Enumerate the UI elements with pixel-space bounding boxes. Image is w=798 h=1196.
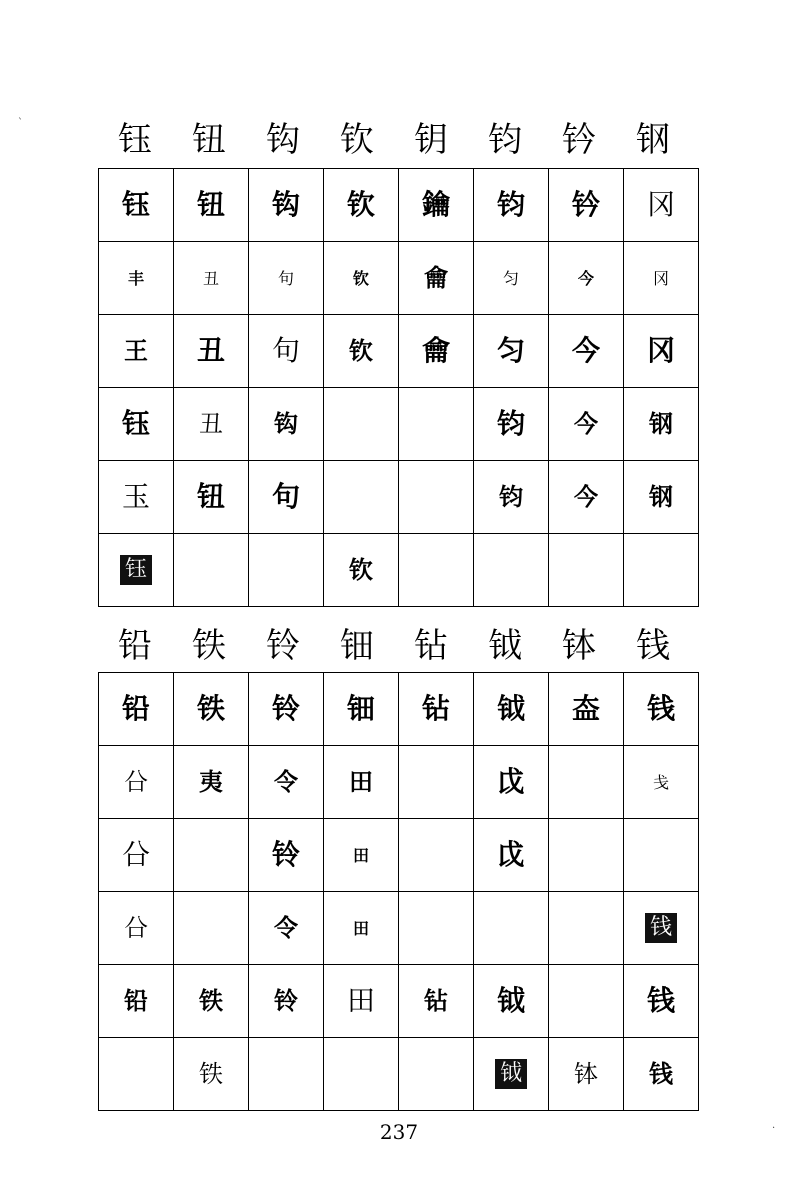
- glyph: 钮: [196, 480, 225, 513]
- glyph: 匀: [496, 334, 525, 367]
- glyph-cell: [624, 819, 699, 892]
- table-row: [99, 892, 699, 965]
- glyph: 钢: [649, 410, 673, 438]
- table-row: [99, 965, 699, 1038]
- seal-glyph: 钺: [495, 1059, 527, 1089]
- glyph: 铁: [199, 1060, 223, 1088]
- column-header: 钤: [562, 120, 596, 160]
- glyph-cell: [549, 673, 624, 746]
- glyph-cell: [324, 1038, 399, 1111]
- glyph-cell: [249, 673, 324, 746]
- glyph: 匀: [502, 268, 519, 288]
- glyph-cell: [549, 534, 624, 607]
- column-header: 钱: [636, 626, 670, 666]
- glyph-cell: [399, 242, 474, 315]
- glyph: 钱: [646, 692, 675, 725]
- glyph-cell: [549, 242, 624, 315]
- glyph-cell: [249, 965, 324, 1038]
- glyph: 戉: [496, 765, 525, 798]
- glyph: 盇: [571, 692, 600, 725]
- glyph-cell: [324, 819, 399, 892]
- glyph-cell: [474, 534, 549, 607]
- glyph-cell: [324, 169, 399, 242]
- glyph-cell: [249, 892, 324, 965]
- column-header: 钺: [488, 626, 522, 666]
- glyph-cell: [249, 1038, 324, 1111]
- glyph: 鑰: [421, 188, 450, 221]
- glyph-cell: [174, 673, 249, 746]
- glyph-cell: [99, 673, 174, 746]
- column-header: 钩: [266, 120, 300, 160]
- glyph: 句: [277, 268, 294, 288]
- glyph-cell: [474, 819, 549, 892]
- glyph-cell: [99, 534, 174, 607]
- glyph: 铃: [274, 987, 298, 1015]
- glyph-cell: [474, 892, 549, 965]
- glyph: 钮: [196, 188, 225, 221]
- glyph: 钧: [496, 188, 525, 221]
- glyph: 钦: [352, 268, 369, 288]
- glyph: 冈: [646, 188, 675, 221]
- glyph-cell: [249, 461, 324, 534]
- glyph-cell: [99, 1038, 174, 1111]
- glyph-cell: [324, 242, 399, 315]
- glyph-cell: [99, 965, 174, 1038]
- glyph: 㕣: [121, 838, 150, 871]
- glyph-cell: [399, 461, 474, 534]
- column-header: 铅: [118, 626, 152, 666]
- glyph-cell: [624, 746, 699, 819]
- glyph-cell: [549, 746, 624, 819]
- glyph-cell: [324, 746, 399, 819]
- section2-header-row: [98, 622, 690, 670]
- glyph: 铃: [271, 692, 300, 725]
- glyph-cell: [474, 169, 549, 242]
- glyph-cell: [549, 388, 624, 461]
- glyph-cell: [324, 534, 399, 607]
- glyph-cell: [174, 892, 249, 965]
- glyph: 钩: [274, 410, 298, 438]
- page-number: 237: [379, 1120, 419, 1144]
- glyph: 钰: [121, 407, 150, 440]
- column-header: 铃: [266, 626, 300, 666]
- glyph-cell: [474, 461, 549, 534]
- glyph-cell: [549, 1038, 624, 1111]
- glyph: 钱: [649, 1060, 673, 1088]
- glyph: 王: [124, 337, 148, 365]
- glyph-cell: [174, 169, 249, 242]
- glyph-cell: [399, 1038, 474, 1111]
- glyph-cell: [549, 892, 624, 965]
- glyph-cell: [474, 388, 549, 461]
- glyph-cell: [474, 1038, 549, 1111]
- glyph-cell: [624, 534, 699, 607]
- glyph-cell: [624, 169, 699, 242]
- glyph-cell: [99, 892, 174, 965]
- table-row: [99, 673, 699, 746]
- glyph: 钦: [349, 556, 373, 584]
- glyph: 冈: [652, 268, 669, 288]
- glyph-cell: [624, 388, 699, 461]
- glyph: 冈: [646, 334, 675, 367]
- glyph-cell: [399, 388, 474, 461]
- table-row: [99, 1038, 699, 1111]
- table-row: [99, 315, 699, 388]
- glyph-cell: [249, 315, 324, 388]
- glyph-cell: [249, 746, 324, 819]
- table-row: [99, 534, 699, 607]
- glyph-cell: [624, 461, 699, 534]
- glyph-cell: [399, 965, 474, 1038]
- glyph-cell: [174, 965, 249, 1038]
- glyph-cell: [174, 242, 249, 315]
- glyph: 玉: [121, 480, 150, 513]
- glyph: 铅: [121, 692, 150, 725]
- table-row: [99, 819, 699, 892]
- glyph: 㕣: [124, 914, 148, 942]
- glyph-cell: [99, 169, 174, 242]
- glyph-cell: [474, 242, 549, 315]
- glyph-cell: [624, 315, 699, 388]
- glyph-cell: [624, 673, 699, 746]
- section1-glyph-table: [98, 168, 699, 607]
- glyph-cell: [549, 965, 624, 1038]
- glyph-cell: [474, 746, 549, 819]
- glyph: 钧: [496, 407, 525, 440]
- margin-mark: .: [772, 1120, 776, 1131]
- glyph-cell: [399, 534, 474, 607]
- table-row: [99, 169, 699, 242]
- glyph: 丑: [199, 410, 223, 438]
- glyph-cell: [174, 1038, 249, 1111]
- glyph: 钢: [649, 483, 673, 511]
- glyph-cell: [549, 169, 624, 242]
- glyph: 令: [274, 768, 298, 796]
- glyph-cell: [549, 461, 624, 534]
- glyph: 丰: [127, 268, 144, 288]
- glyph-cell: [624, 1038, 699, 1111]
- glyph: 田: [346, 984, 375, 1017]
- glyph: 钤: [571, 188, 600, 221]
- glyph: 铃: [271, 838, 300, 871]
- glyph: 丑: [196, 334, 225, 367]
- glyph-cell: [99, 819, 174, 892]
- seal-glyph: 钰: [120, 555, 152, 585]
- column-header: 钢: [636, 120, 670, 160]
- glyph-cell: [324, 315, 399, 388]
- glyph-cell: [249, 819, 324, 892]
- glyph: 钦: [346, 188, 375, 221]
- glyph-cell: [99, 315, 174, 388]
- glyph: 句: [271, 334, 300, 367]
- column-header: 钦: [340, 120, 374, 160]
- glyph: 田: [352, 845, 369, 865]
- column-header: 钻: [414, 626, 448, 666]
- glyph-cell: [174, 315, 249, 388]
- glyph-cell: [624, 965, 699, 1038]
- glyph: 钦: [349, 337, 373, 365]
- column-header: 钿: [340, 626, 374, 666]
- glyph-cell: [249, 534, 324, 607]
- glyph: 今: [577, 268, 594, 288]
- column-header: 钧: [488, 120, 522, 160]
- glyph-cell: [399, 746, 474, 819]
- glyph-cell: [549, 819, 624, 892]
- glyph-cell: [99, 461, 174, 534]
- glyph: 铁: [199, 987, 223, 1015]
- glyph: 钩: [271, 188, 300, 221]
- column-header: 钰: [118, 120, 152, 160]
- column-header: 钥: [414, 120, 448, 160]
- glyph-cell: [399, 169, 474, 242]
- glyph: 夷: [199, 768, 223, 796]
- column-header: 钵: [562, 626, 596, 666]
- glyph: 戋: [652, 772, 669, 792]
- glyph-cell: [624, 892, 699, 965]
- glyph: 今: [574, 410, 598, 438]
- glyph: 铅: [124, 987, 148, 1015]
- glyph-cell: [324, 673, 399, 746]
- seal-glyph: 钱: [645, 913, 677, 943]
- glyph: 钻: [424, 987, 448, 1015]
- glyph: 田: [349, 768, 373, 796]
- glyph-cell: [399, 892, 474, 965]
- glyph: 钺: [496, 984, 525, 1017]
- glyph: 钵: [574, 1060, 598, 1088]
- glyph: 龠: [421, 334, 450, 367]
- glyph-cell: [324, 461, 399, 534]
- glyph: 今: [574, 483, 598, 511]
- glyph-cell: [99, 242, 174, 315]
- glyph-cell: [324, 388, 399, 461]
- glyph: 㕣: [124, 768, 148, 796]
- glyph: 今: [571, 334, 600, 367]
- glyph-cell: [174, 388, 249, 461]
- glyph: 钿: [346, 692, 375, 725]
- table-row: [99, 746, 699, 819]
- glyph: 令: [274, 914, 298, 942]
- glyph: 钱: [646, 984, 675, 1017]
- glyph: 铁: [196, 692, 225, 725]
- glyph: 田: [352, 918, 369, 938]
- glyph: 丑: [202, 268, 219, 288]
- glyph: 钻: [421, 692, 450, 725]
- column-header: 钮: [192, 120, 226, 160]
- table-row: [99, 242, 699, 315]
- column-header: 铁: [192, 626, 226, 666]
- glyph-cell: [399, 819, 474, 892]
- glyph-cell: [99, 388, 174, 461]
- table-row: [99, 388, 699, 461]
- glyph-cell: [474, 965, 549, 1038]
- section1-header-row: [98, 116, 690, 164]
- glyph-cell: [174, 819, 249, 892]
- glyph-cell: [174, 534, 249, 607]
- glyph: 钧: [499, 483, 523, 511]
- glyph-cell: [174, 461, 249, 534]
- section2-glyph-table: [98, 672, 699, 1111]
- glyph-cell: [99, 746, 174, 819]
- glyph-cell: [549, 315, 624, 388]
- glyph-cell: [624, 242, 699, 315]
- glyph-cell: [324, 965, 399, 1038]
- glyph-cell: [474, 673, 549, 746]
- glyph: 龠: [424, 264, 448, 292]
- glyph: 钰: [121, 188, 150, 221]
- glyph-cell: [249, 242, 324, 315]
- glyph-cell: [249, 388, 324, 461]
- glyph-cell: [399, 315, 474, 388]
- glyph-cell: [474, 315, 549, 388]
- glyph-cell: [174, 746, 249, 819]
- glyph-cell: [399, 673, 474, 746]
- table-row: [99, 461, 699, 534]
- glyph: 钺: [496, 692, 525, 725]
- glyph: 戉: [496, 838, 525, 871]
- margin-mark: `: [18, 118, 23, 129]
- glyph: 句: [271, 480, 300, 513]
- glyph-cell: [249, 169, 324, 242]
- glyph-cell: [324, 892, 399, 965]
